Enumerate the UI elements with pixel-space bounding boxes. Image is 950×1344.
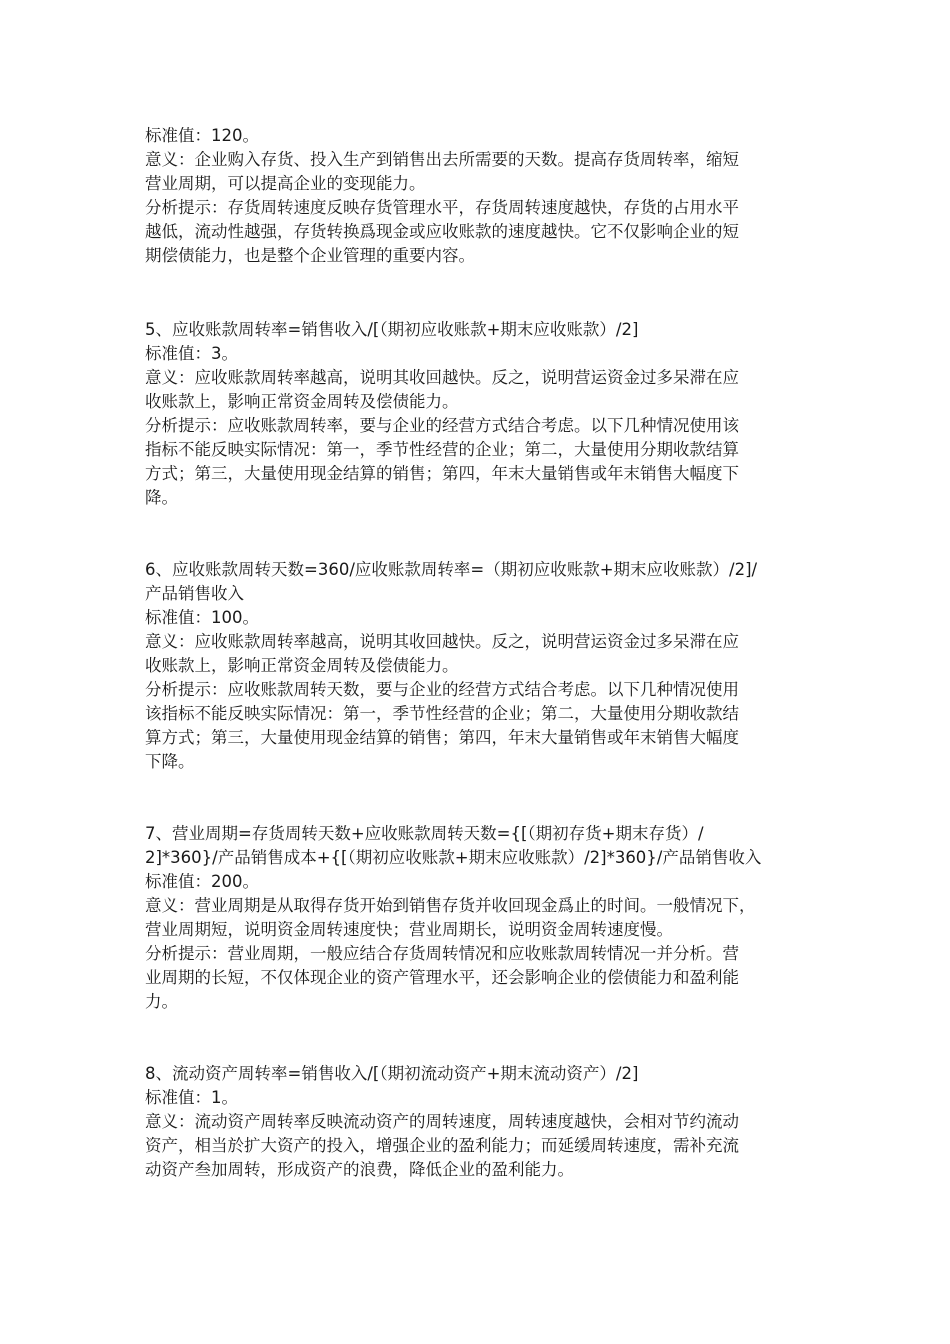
analysis-line: 业周期的长短，不仅体现企业的资产管理水平，还会影响企业的偿债能力和盈利能 [145,968,739,987]
section-7 [145,822,820,1014]
standard-value-line: 标准值：200。 [145,872,259,891]
meaning-line: 收账款上，影响正常资金周转及偿债能力。 [145,392,459,411]
section-gap [145,510,820,558]
section-5 [145,318,820,510]
meaning-line: 营业周期短，说明资金周转速度快；营业周期长，说明资金周转速度慢。 [145,920,673,939]
analysis-line: 算方式；第三，大量使用现金结算的销售；第四，年末大量销售或年末销售大幅度 [145,728,739,747]
standard-value-line: 标准值：1。 [145,1088,238,1107]
analysis-line: 期偿债能力，也是整个企业管理的重要内容。 [145,246,475,265]
standard-value-line: 标准值：100。 [145,608,259,627]
analysis-line: 力。 [145,992,178,1011]
section-6 [145,558,820,774]
section-8 [145,1062,820,1182]
section-gap [145,774,820,822]
meaning-line: 意义：企业购入存货、投入生产到销售出去所需要的天数。提高存货周转率，缩短 [145,150,739,169]
standard-value-line: 标准值：120。 [145,126,259,145]
meaning-line: 营业周期，可以提高企业的变现能力。 [145,174,426,193]
analysis-line: 该指标不能反映实际情况：第一，季节性经营的企业；第二，大量使用分期收款结 [145,704,739,723]
formula-heading: 8、流动资产周转率=销售收入/[（期初流动资产+期末流动资产）/2] [145,1064,639,1083]
analysis-line: 方式；第三，大量使用现金结算的销售；第四，年末大量销售或年末销售大幅度下 [145,464,739,483]
meaning-line: 资产，相当於扩大资产的投入，增强企业的盈利能力；而延缓周转速度，需补充流 [145,1136,739,1155]
analysis-line: 越低，流动性越强，存货转换爲现金或应收账款的速度越快。它不仅影响企业的短 [145,222,739,241]
meaning-line: 意义：应收账款周转率越高，说明其收回越快。反之，说明营运资金过多呆滞在应 [145,632,739,651]
analysis-line: 指标不能反映实际情况：第一，季节性经营的企业；第二，大量使用分期收款结算 [145,440,739,459]
formula-heading: 7、营业周期=存货周转天数+应收账款周转天数={[（期初存货+期末存货）/ [145,824,704,843]
standard-value-line: 标准值：3。 [145,344,238,363]
formula-heading: 6、应收账款周转天数=360/应收账款周转率=（期初应收账款+期末应收账款）/2]/ [145,560,758,579]
section-4-tail [145,124,820,268]
section-gap [145,268,820,318]
meaning-line: 动资产叁加周转，形成资产的浪费，降低企业的盈利能力。 [145,1160,574,1179]
meaning-line: 意义：流动资产周转率反映流动资产的周转速度，周转速度越快，会相对节约流动 [145,1112,739,1131]
analysis-line: 下降。 [145,752,195,771]
meaning-line: 收账款上，影响正常资金周转及偿债能力。 [145,656,459,675]
document-body [145,124,820,1182]
analysis-line: 分析提示：营业周期，一般应结合存货周转情况和应收账款周转情况一并分析。营 [145,944,739,963]
meaning-line: 意义：应收账款周转率越高，说明其收回越快。反之，说明营运资金过多呆滞在应 [145,368,739,387]
analysis-line: 降。 [145,488,178,507]
meaning-line: 意义：营业周期是从取得存货开始到销售存货并收回现金爲止的时间。一般情况下， [145,896,756,915]
formula-heading: 2]*360}/产品销售成本+{[（期初应收账款+期末应收账款）/2]*360}/产品销售收入 [145,848,762,867]
analysis-line: 分析提示：应收账款周转天数，要与企业的经营方式结合考虑。以下几种情况使用 [145,680,739,699]
analysis-line: 分析提示：存货周转速度反映存货管理水平，存货周转速度越快，存货的占用水平 [145,198,739,217]
formula-heading: 产品销售收入 [145,584,244,603]
formula-heading: 5、应收账款周转率=销售收入/[（期初应收账款+期末应收账款）/2] [145,320,639,339]
section-gap [145,1014,820,1062]
analysis-line: 分析提示：应收账款周转率，要与企业的经营方式结合考虑。以下几种情况使用该 [145,416,739,435]
